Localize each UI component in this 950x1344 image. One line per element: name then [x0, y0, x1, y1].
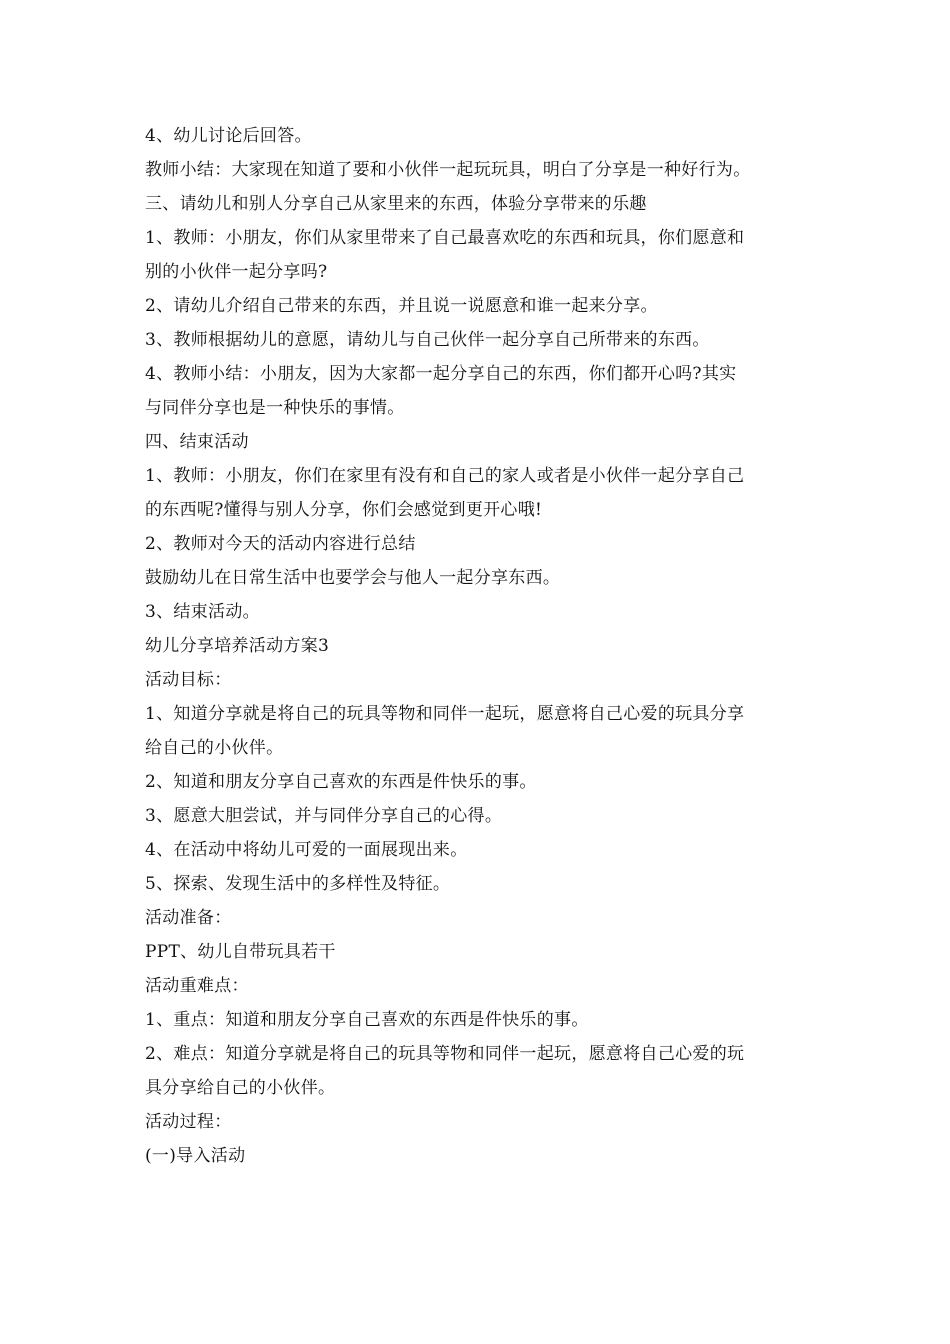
- text-line: 给自己的小伙伴。: [145, 738, 284, 758]
- section-heading: 四、结束活动: [145, 432, 249, 452]
- text-line: 1、知道分享就是将自己的玩具等物和同伴一起玩，愿意将自己心爱的玩具分享: [145, 704, 745, 724]
- plan-title: 幼儿分享培养活动方案3: [145, 636, 330, 656]
- document-body: [145, 119, 810, 1173]
- text-line: 2、请幼儿介绍自己带来的东西，并且说一说愿意和谁一起来分享。: [145, 296, 658, 316]
- section-heading: 活动重难点：: [145, 976, 249, 996]
- text-line: 1、教师：小朋友，你们从家里带来了自己最喜欢吃的东西和玩具，你们愿意和: [145, 228, 745, 248]
- text-line: 别的小伙伴一起分享吗?: [145, 262, 328, 282]
- text-line: 2、难点：知道分享就是将自己的玩具等物和同伴一起玩，愿意将自己心爱的玩: [145, 1044, 745, 1064]
- text-line: 2、知道和朋友分享自己喜欢的东西是件快乐的事。: [145, 772, 537, 792]
- text-line: 4、在活动中将幼儿可爱的一面展现出来。: [145, 840, 468, 860]
- text-line: 3、结束活动。: [145, 602, 260, 622]
- text-line: PPT、幼儿自带玩具若干: [145, 942, 336, 962]
- text-line: 具分享给自己的小伙伴。: [145, 1078, 336, 1098]
- text-line: 的东西呢?懂得与别人分享，你们会感觉到更开心哦!: [145, 500, 543, 520]
- text-line: 1、教师：小朋友，你们在家里有没有和自己的家人或者是小伙伴一起分享自己: [145, 466, 745, 486]
- section-heading: 活动准备：: [145, 908, 232, 928]
- text-line: 4、教师小结：小朋友，因为大家都一起分享自己的东西，你们都开心吗?其实: [145, 364, 737, 384]
- text-line: 1、重点：知道和朋友分享自己喜欢的东西是件快乐的事。: [145, 1010, 589, 1030]
- text-line: 鼓励幼儿在日常生活中也要学会与他人一起分享东西。: [145, 568, 561, 588]
- text-line: 2、教师对今天的活动内容进行总结: [145, 534, 416, 554]
- text-line: 5、探索、发现生活中的多样性及特征。: [145, 874, 451, 894]
- text-line: 教师小结：大家现在知道了要和小伙伴一起玩玩具，明白了分享是一种好行为。: [145, 160, 751, 180]
- text-line: 3、教师根据幼儿的意愿，请幼儿与自己伙伴一起分享自己所带来的东西。: [145, 330, 710, 350]
- section-heading: 三、请幼儿和别人分享自己从家里来的东西，体验分享带来的乐趣: [145, 194, 647, 214]
- section-heading: 活动目标：: [145, 670, 232, 690]
- text-line: (一)导入活动: [145, 1146, 246, 1166]
- section-heading: 活动过程：: [145, 1112, 232, 1132]
- text-line: 与同伴分享也是一种快乐的事情。: [145, 398, 405, 418]
- text-line: 4、幼儿讨论后回答。: [145, 126, 312, 146]
- text-line: 3、愿意大胆尝试，并与同伴分享自己的心得。: [145, 806, 503, 826]
